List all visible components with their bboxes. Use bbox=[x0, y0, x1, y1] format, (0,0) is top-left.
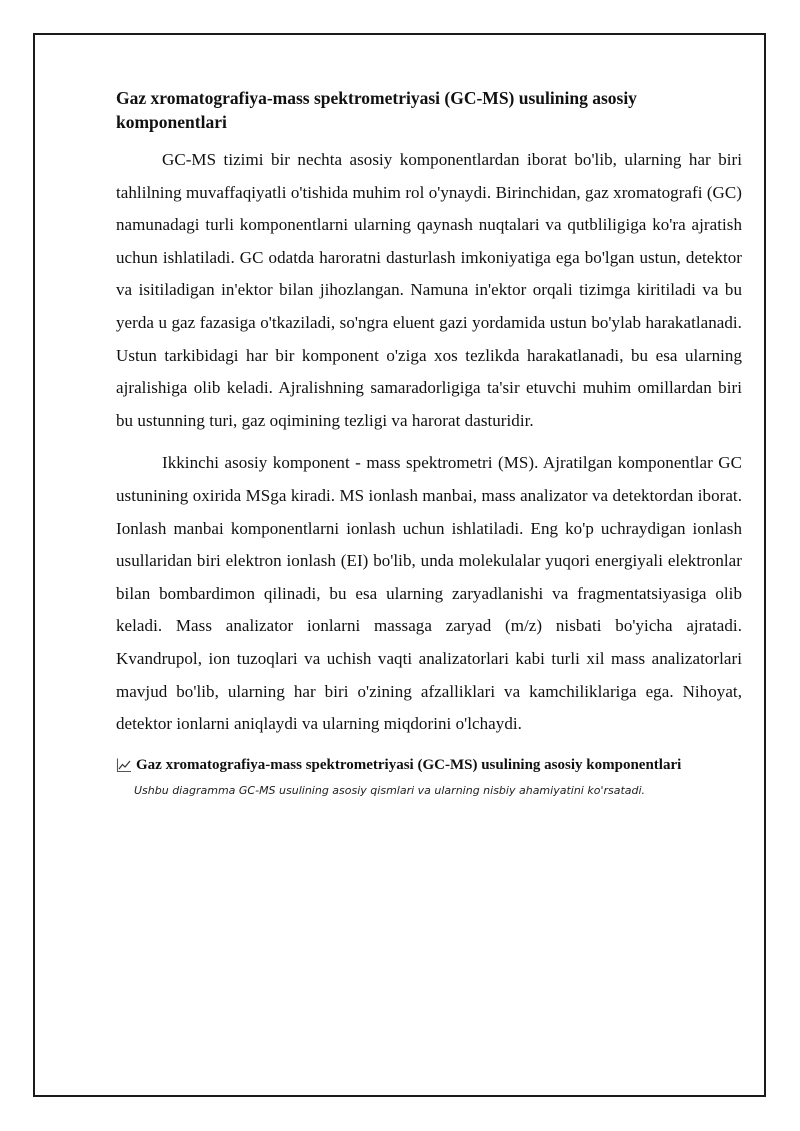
paragraph-gc: GC-MS tizimi bir nechta asosiy komponentlardan iborat bo'lib, ularning har biri tahlilning muvaffaqiyatli o'tishida muhim rol o'ynaydi. Birinchidan, gaz xromatografi (GC) namunadagi turli komponentlarni ularning qaynash nuqtalari va qutbliligiga ko'ra ajratish uchun ishlatiladi. GC odatda haroratni dasturlash imkoniyatiga ega bo'lgan ustun, detektor va isitiladigan in'ektor bilan jihozlangan. Namuna in'ektor orqali tizimga kiritiladi va bu yerda u gaz fazasiga o'tkaziladi, so'ngra eluent gazi yordamida ustun bo'ylab harakatlanadi. Ustun tarkibidagi har bir komponent o'ziga xos tezlikda harakatlanadi, bu esa ularning ajralishiga olib keladi. Ajralishning samaradorligiga ta'sir etuvchi muhim omillardan biri bu ustunning turi, gaz oqimining tezligi va harorat dasturidir. bbox=[116, 150, 742, 430]
document-body bbox=[116, 86, 742, 799]
figure-caption bbox=[116, 755, 742, 775]
paragraph-ms: Ikkinchi asosiy komponent - mass spektrometri (MS). Ajratilgan komponentlar GC ustunining oxirida MSga kiradi. MS ionlash manbai, mass analizator va detektordan iborat. Ionlash manbai komponentlarni ionlash uchun ishlatiladi. Eng ko'p uchraydigan ionlash usullaridan biri elektron ionlash (EI) bo'lib, unda molekulalar yuqori energiyali elektronlar bilan bombardimon qilinadi, bu esa ularning zaryadlanishi va fragmentatsiyasiga olib keladi. Mass analizator ionlarni massaga zaryad (m/z) nisbati bo'yicha ajratadi. Kvandrupol, ion tuzoqlari va uchish vaqti analizatorlari kabi turli xil mass analizatorlari mavjud bo'lib, ularning har biri o'zining afzalliklari va kamchiliklariga ega. Nihoyat, detektor ionlarni aniqlaydi va ularning miqdorini o'lchaydi. bbox=[116, 453, 742, 734]
section-heading: Gaz xromatografiya-mass spektrometriyasi (GC-MS) usulining asosiy komponentlari bbox=[116, 88, 637, 132]
chart-line-icon bbox=[116, 757, 132, 773]
figure-subtitle: Ushbu diagramma GC-MS usulining asosiy qismlari va ularning nisbiy ahamiyatini ko'rsatadi. bbox=[134, 783, 646, 797]
figure-title: Gaz xromatografiya-mass spektrometriyasi (GC-MS) usulining asosiy komponentlari bbox=[136, 756, 682, 773]
